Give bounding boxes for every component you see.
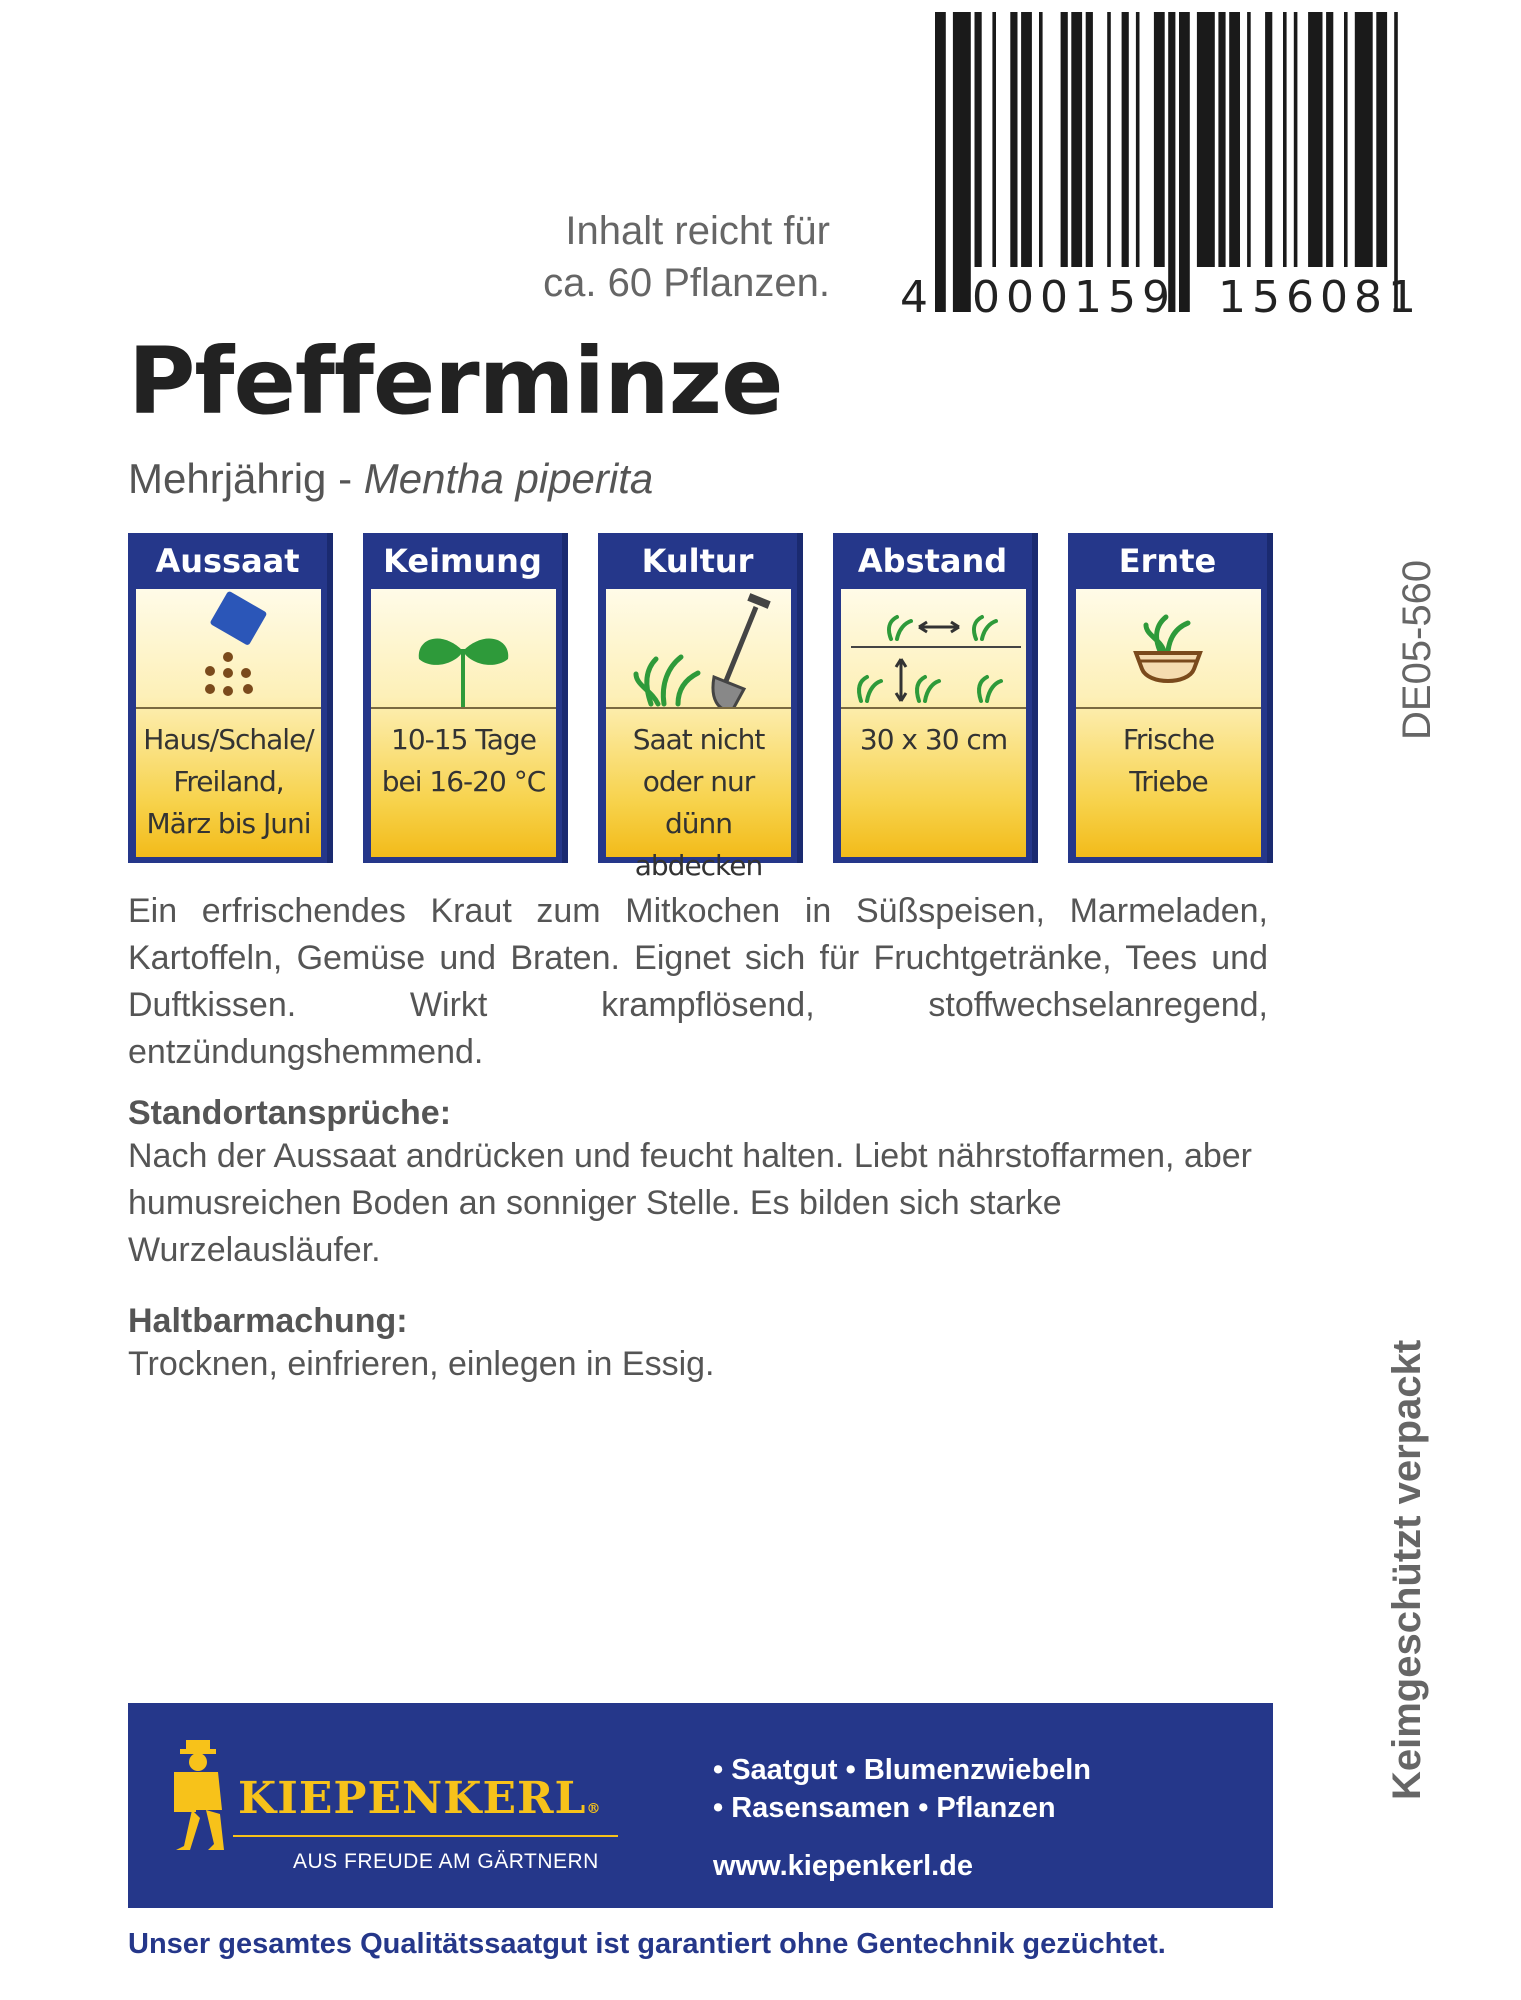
card-text-line: Triebe xyxy=(1129,765,1208,798)
content-amount xyxy=(500,205,830,309)
card-ernte xyxy=(1068,533,1273,863)
barcode-bar xyxy=(1218,12,1225,267)
barcode-bar xyxy=(1179,12,1190,312)
soil-line xyxy=(606,707,791,709)
subtitle-prefix: Mehrjährig - xyxy=(128,455,364,502)
barcode-bar xyxy=(1394,12,1398,312)
barcode-bar xyxy=(1355,12,1373,267)
barcode-bar xyxy=(1071,12,1082,267)
side-note-wrap xyxy=(1385,1320,1465,1800)
card-heading: Ernte xyxy=(1118,542,1217,580)
card-heading: Keimung xyxy=(383,542,542,580)
barcode-bar xyxy=(992,12,996,267)
barcode-bar xyxy=(953,12,971,312)
card-heading: Aussaat xyxy=(155,542,300,580)
barcode-bar xyxy=(1039,12,1043,267)
card-text-line: bei 16-20 °C xyxy=(381,765,546,798)
side-note: Keimgeschützt verpackt xyxy=(1385,1339,1429,1800)
barcode-bar xyxy=(1168,12,1175,312)
barcode-bar xyxy=(1344,12,1348,267)
soil-line xyxy=(1076,707,1261,709)
card-text-line: 30 x 30 cm xyxy=(859,723,1008,756)
card-text-line: abdecken xyxy=(634,849,763,882)
kiepenkerl-mascot-icon xyxy=(166,1738,236,1858)
card-text-line: März bis Juni xyxy=(146,807,311,840)
soil-line xyxy=(841,707,1026,709)
barcode-bar xyxy=(1229,12,1240,267)
card-body xyxy=(371,589,556,857)
seed-packet-icon xyxy=(136,589,321,709)
barcode-bar xyxy=(1197,12,1215,267)
barcode-bar xyxy=(1107,12,1111,267)
section-text: Trocknen, einfrieren, einlegen in Essig. xyxy=(128,1345,715,1383)
card-text-line: Freiland, xyxy=(173,765,284,798)
section-location xyxy=(128,1094,1268,1274)
barcode-bar xyxy=(1154,12,1165,267)
article-code-wrap xyxy=(1395,540,1455,740)
barcode-bar xyxy=(935,12,946,312)
barcode-bar xyxy=(1136,12,1140,267)
barcode-bar xyxy=(975,12,982,267)
card-keimung xyxy=(363,533,568,863)
card-text xyxy=(136,719,321,845)
spacing-icon xyxy=(841,589,1026,709)
section-preservation xyxy=(128,1302,1268,1388)
footer-note: Unser gesamtes Qualitätssaatgut ist garantiert ohne Gentechnik gezüchtet. xyxy=(128,1928,1166,1960)
card-text-line: 10-15 Tage xyxy=(391,723,536,756)
barcode-bar xyxy=(1122,12,1129,267)
article-code: DE05-560 xyxy=(1395,559,1439,740)
seedling-icon xyxy=(371,589,556,709)
card-heading: Abstand xyxy=(857,542,1008,580)
barcode xyxy=(935,12,1405,312)
barcode-bar xyxy=(1294,12,1298,267)
barcode-bar xyxy=(1021,12,1032,267)
card-abstand xyxy=(833,533,1038,863)
brand-divider xyxy=(233,1835,618,1837)
card-text xyxy=(606,719,791,887)
barcode-bar xyxy=(1265,12,1272,267)
brand-tagline: AUS FREUDE AM GÄRTNERN xyxy=(293,1850,599,1873)
brand-name-text: KIEPENKERL xyxy=(238,1773,587,1824)
card-body xyxy=(841,589,1026,857)
harvest-bowl-icon xyxy=(1076,589,1261,709)
barcode-digits-left: 000159 xyxy=(972,272,1176,323)
card-body xyxy=(136,589,321,857)
section-text: Nach der Aussaat andrücken und feucht halten. Liebt nährstoffarmen, aber humusreichen Boden an sonniger Stelle. Es bilden sich starke Wurzelausläufer. xyxy=(128,1137,1252,1269)
soil-line xyxy=(371,707,556,709)
product-title: Pfefferminze xyxy=(128,328,783,435)
card-text-line: Haus/Schale/ xyxy=(143,723,314,756)
card-text-line: oder nur dünn xyxy=(642,765,755,840)
barcode-bar xyxy=(1086,12,1093,267)
card-kultur xyxy=(598,533,803,882)
brand-url-link[interactable]: www.kiepenkerl.de xyxy=(713,1850,974,1882)
barcode-bar xyxy=(1247,12,1251,267)
card-text-line: Saat nicht xyxy=(632,723,765,756)
shovel-plant-icon xyxy=(606,589,791,709)
card-text xyxy=(371,719,556,803)
barcode-bar xyxy=(1283,12,1287,267)
barcode-number xyxy=(900,272,1422,323)
info-cards xyxy=(128,533,1273,882)
barcode-bar xyxy=(1326,12,1333,267)
barcode-bar xyxy=(1376,12,1387,267)
card-body xyxy=(606,589,791,882)
barcode-digit-prefix: 4 xyxy=(900,272,934,323)
content-amount-line2: ca. 60 Pflanzen. xyxy=(543,261,830,305)
soil-line xyxy=(136,707,321,709)
brand-items-line: • Rasensamen • Pflanzen xyxy=(713,1792,1056,1824)
product-subtitle xyxy=(128,455,653,503)
brand-items-line: • Saatgut • Blumenzwiebeln xyxy=(713,1754,1092,1786)
barcode-bar xyxy=(1010,12,1017,267)
card-text xyxy=(1076,719,1261,803)
brand-box xyxy=(128,1703,1273,1908)
barcode-bar xyxy=(1061,12,1068,267)
content-amount-line1: Inhalt reicht für xyxy=(565,209,830,253)
card-heading: Kultur xyxy=(641,542,754,580)
latin-name: Mentha piperita xyxy=(363,455,654,502)
description: Ein erfrischendes Kraut zum Mitkochen in Süßspeisen, Marmeladen, Kartoffeln, Gemüse und Braten. Eignet sich für Fruchtgetränke, Tees und Duftkissen. Wirkt krampflösend, stoffwechselanregend, entzündungshemmend. xyxy=(128,892,1268,1071)
card-text-line: Frische xyxy=(1122,723,1215,756)
section-title: Standortansprüche: xyxy=(128,1094,452,1132)
registered-mark: ® xyxy=(586,1801,602,1817)
brand-product-list xyxy=(713,1751,1091,1827)
card-text xyxy=(841,719,1026,761)
barcode-bar xyxy=(1308,12,1322,267)
barcode-digits-right: 156081 xyxy=(1217,272,1422,323)
section-title: Haltbarmachung: xyxy=(128,1302,408,1340)
card-aussaat xyxy=(128,533,333,863)
brand-name xyxy=(238,1773,602,1824)
card-body xyxy=(1076,589,1261,857)
